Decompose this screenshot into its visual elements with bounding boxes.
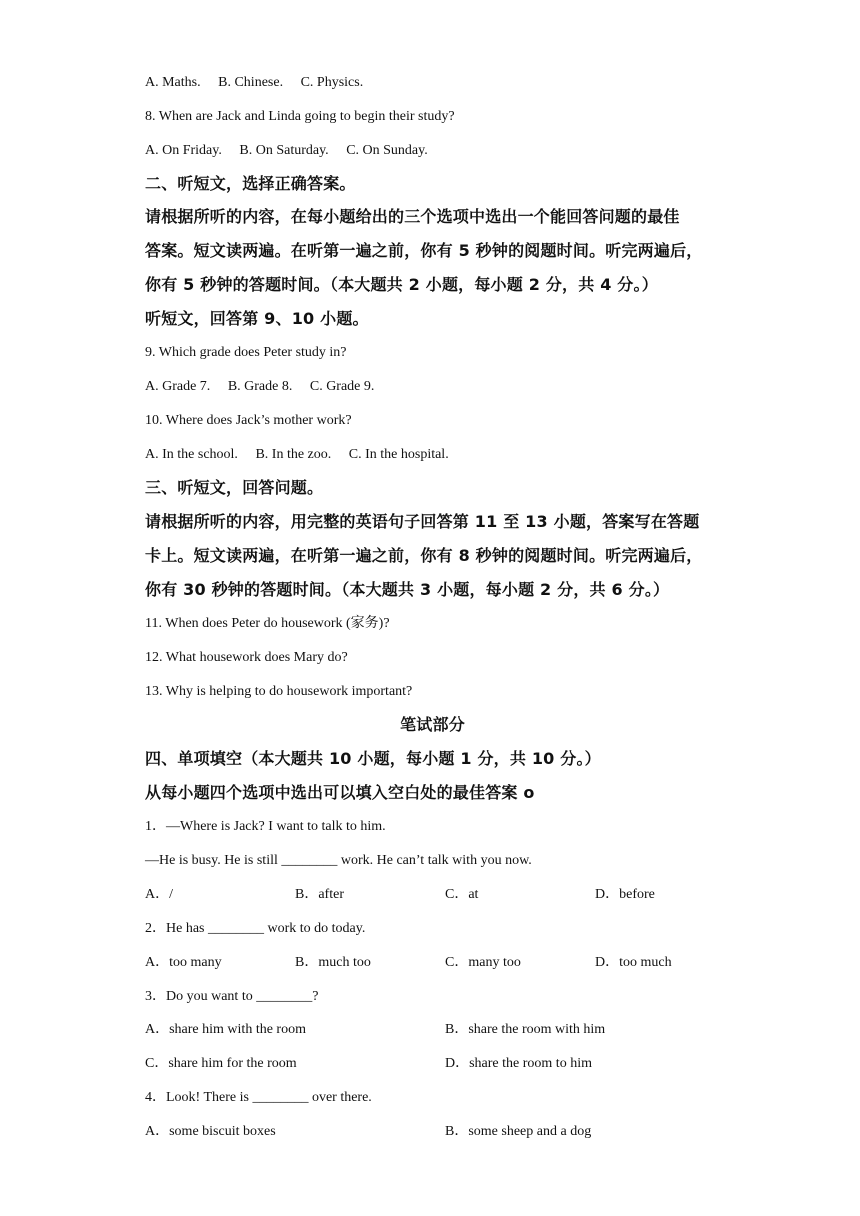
q1-line2: —He is busy. He is still ________ work. He can’t talk with you now. — [145, 853, 532, 868]
q10-option-b: B. In the zoo. — [255, 447, 332, 462]
q7-option-c: C. Physics. — [300, 75, 364, 90]
q8-option-a: A. On Friday. — [145, 143, 222, 158]
q3-option-b: B．share the room with him — [445, 1022, 606, 1037]
q12-question: 12. What housework does Mary do? — [145, 650, 348, 665]
q10-option-c: C. In the hospital. — [348, 447, 449, 462]
q1-line1: 1．—Where is Jack? I want to talk to him. — [145, 819, 386, 834]
q3-option-d: D．share the room to him — [445, 1056, 592, 1071]
q9-option-b: B. Grade 8. — [227, 379, 293, 394]
q10-option-a: A. In the school. — [145, 447, 238, 462]
q7-option-b: B. Chinese. — [218, 75, 284, 90]
q1-option-a: A．/ — [145, 887, 173, 902]
q11-question: 11. When does Peter do housework (家务)? — [145, 616, 390, 631]
q4-question: 4．Look! There is ________ over there. — [145, 1090, 372, 1105]
q9-option-a: A. Grade 7. — [145, 379, 211, 394]
q10-options — [145, 446, 449, 464]
q9-question: 9. Which grade does Peter study in? — [145, 345, 347, 360]
q10-question: 10. Where does Jack’s mother work? — [145, 413, 352, 428]
q4-option-a: A．some biscuit boxes — [145, 1124, 276, 1139]
q7-option-a: A. Maths. — [145, 75, 201, 90]
q9-options — [145, 378, 374, 396]
section2-title: 二、听短文，选择正确答案。 — [145, 174, 356, 193]
q1-option-c: C．at — [445, 887, 479, 902]
q8-option-c: C. On Sunday. — [346, 143, 428, 158]
q1-option-b: B．after — [295, 887, 344, 902]
section2-instruction-line2: 答案。短文读两遍。在听第一遍之前，你有 5 秒钟的阅题时间。听完两遍后， — [145, 241, 703, 260]
section4-title: 四、单项填空（本大题共 10 小题，每小题 1 分，共 10 分。） — [145, 749, 601, 768]
q8-options — [145, 142, 428, 160]
q2-option-b: B．much too — [295, 955, 371, 970]
q2-question: 2．He has ________ work to do today. — [145, 921, 366, 936]
q13-question: 13. Why is helping to do housework important? — [145, 684, 413, 699]
q3-option-c: C．share him for the room — [145, 1056, 297, 1071]
section3-instruction-line3: 你有 30 秒钟的答题时间。（本大题共 3 小题，每小题 2 分，共 6 分。） — [145, 580, 670, 599]
q9-option-c: C. Grade 9. — [309, 379, 375, 394]
q3-option-a: A．share him with the room — [145, 1022, 306, 1037]
q7-options — [145, 74, 363, 92]
q1-option-d: D．before — [595, 887, 655, 902]
q2-option-d: D．too much — [595, 955, 672, 970]
q8-option-b: B. On Saturday. — [239, 143, 329, 158]
section3-instruction-line1: 请根据所听的内容，用完整的英语句子回答第 11 至 13 小题，答案写在答题 — [145, 512, 700, 531]
section2-instruction-line1: 请根据所听的内容，在每小题给出的三个选项中选出一个能回答问题的最佳 — [145, 207, 680, 226]
q4-option-b: B．some sheep and a dog — [445, 1124, 592, 1139]
section2-instruction-line3: 你有 5 秒钟的答题时间。（本大题共 2 小题，每小题 2 分，共 4 分。） — [145, 275, 658, 294]
q8-question: 8. When are Jack and Linda going to begin their study? — [145, 109, 455, 124]
q2-option-a: A．too many — [145, 955, 222, 970]
q3-question: 3．Do you want to ________? — [145, 989, 319, 1004]
section4-instruction: 从每小题四个选项中选出可以填入空白处的最佳答案 o — [145, 783, 535, 802]
written-part-title: 笔试部分 — [400, 715, 465, 734]
q2-option-c: C．many too — [445, 955, 521, 970]
section2-sub-heading: 听短文，回答第 9、10 小题。 — [145, 309, 369, 328]
section3-title: 三、听短文，回答问题。 — [145, 478, 324, 497]
section3-instruction-line2: 卡上。短文读两遍，在听第一遍之前，你有 8 秒钟的阅题时间。听完两遍后， — [145, 546, 703, 565]
